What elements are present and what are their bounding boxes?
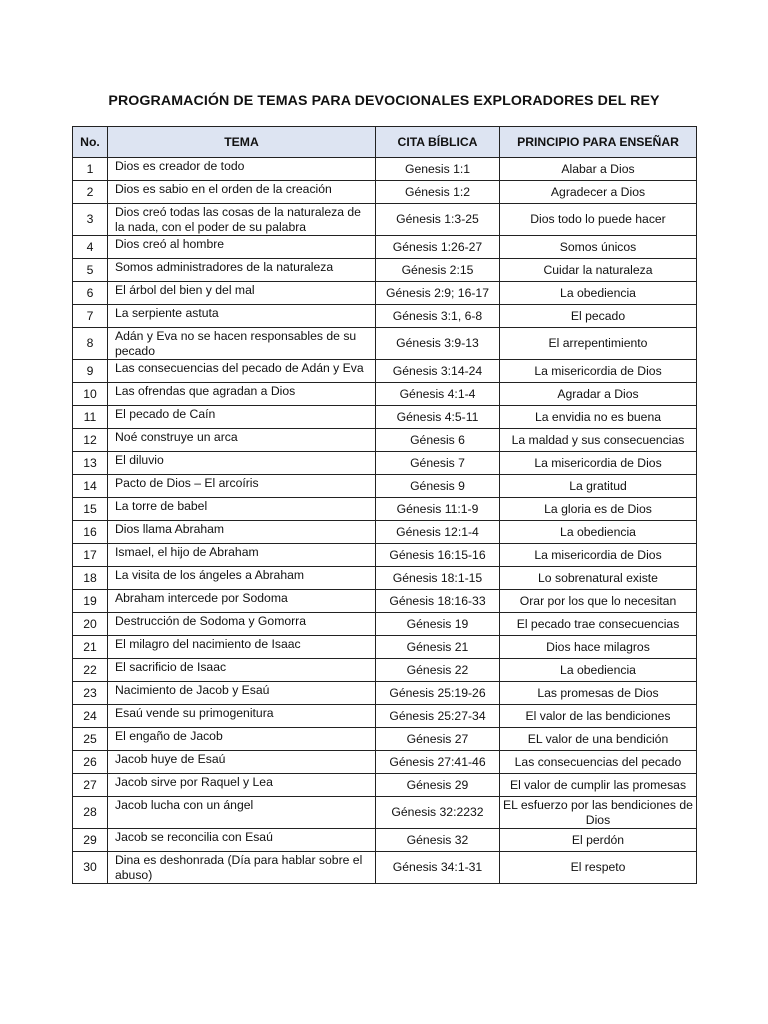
header-cita: CITA BÍBLICA	[376, 127, 500, 158]
row-principio: La obediencia	[500, 659, 697, 682]
row-cita: Génesis 1:2	[376, 181, 500, 204]
table-row	[73, 328, 697, 360]
row-tema: Noé construye un arca	[108, 429, 376, 452]
row-tema: Nacimiento de Jacob y Esaú	[108, 682, 376, 705]
row-cita: Génesis 25:27-34	[376, 705, 500, 728]
table-row	[73, 360, 697, 383]
row-principio: La envidia no es buena	[500, 406, 697, 429]
row-tema: Dina es deshonrada (Día para hablar sobre el abuso)	[108, 852, 376, 884]
table-row	[73, 236, 697, 259]
row-cita: Génesis 2:9; 16-17	[376, 282, 500, 305]
row-tema: El árbol del bien y del mal	[108, 282, 376, 305]
table-row	[73, 475, 697, 498]
row-principio: El respeto	[500, 852, 697, 884]
row-cita: Génesis 6	[376, 429, 500, 452]
row-tema: El engaño de Jacob	[108, 728, 376, 751]
row-tema: Esaú vende su primogenitura	[108, 705, 376, 728]
row-number: 29	[73, 829, 108, 852]
row-number: 30	[73, 852, 108, 884]
row-principio: El valor de las bendiciones	[500, 705, 697, 728]
row-tema: La visita de los ángeles a Abraham	[108, 567, 376, 590]
topics-table	[72, 126, 697, 884]
row-tema: Adán y Eva no se hacen responsables de su pecado	[108, 328, 376, 360]
table-row	[73, 305, 697, 328]
row-cita: Génesis 9	[376, 475, 500, 498]
row-number: 9	[73, 360, 108, 383]
row-number: 28	[73, 797, 108, 829]
row-tema: Jacob lucha con un ángel	[108, 797, 376, 829]
row-number: 24	[73, 705, 108, 728]
row-principio: La misericordia de Dios	[500, 360, 697, 383]
row-tema: Pacto de Dios – El arcoíris	[108, 475, 376, 498]
table-row	[73, 383, 697, 406]
table-row	[73, 282, 697, 305]
row-principio: La misericordia de Dios	[500, 452, 697, 475]
row-number: 21	[73, 636, 108, 659]
row-cita: Génesis 27	[376, 728, 500, 751]
row-tema: Somos administradores de la naturaleza	[108, 259, 376, 282]
table-row	[73, 567, 697, 590]
row-tema: Jacob se reconcilia con Esaú	[108, 829, 376, 852]
row-number: 20	[73, 613, 108, 636]
row-tema: La torre de babel	[108, 498, 376, 521]
row-number: 22	[73, 659, 108, 682]
row-number: 10	[73, 383, 108, 406]
row-principio: La obediencia	[500, 521, 697, 544]
row-number: 17	[73, 544, 108, 567]
row-principio: Lo sobrenatural existe	[500, 567, 697, 590]
table-row	[73, 544, 697, 567]
row-number: 18	[73, 567, 108, 590]
row-principio: Dios hace milagros	[500, 636, 697, 659]
row-principio: El pecado	[500, 305, 697, 328]
row-principio: La obediencia	[500, 282, 697, 305]
table-row	[73, 452, 697, 475]
row-principio: La gratitud	[500, 475, 697, 498]
row-principio: La gloria es de Dios	[500, 498, 697, 521]
row-principio: El arrepentimiento	[500, 328, 697, 360]
table-row	[73, 429, 697, 452]
row-tema: Destrucción de Sodoma y Gomorra	[108, 613, 376, 636]
row-cita: Génesis 1:3-25	[376, 204, 500, 236]
header-no: No.	[73, 127, 108, 158]
row-cita: Génesis 3:14-24	[376, 360, 500, 383]
table-row	[73, 705, 697, 728]
row-number: 4	[73, 236, 108, 259]
row-tema: El milagro del nacimiento de Isaac	[108, 636, 376, 659]
row-principio: Agradecer a Dios	[500, 181, 697, 204]
row-tema: Las ofrendas que agradan a Dios	[108, 383, 376, 406]
row-tema: Abraham intercede por Sodoma	[108, 590, 376, 613]
row-cita: Génesis 34:1-31	[376, 852, 500, 884]
row-tema: Jacob huye de Esaú	[108, 751, 376, 774]
row-tema: El diluvio	[108, 452, 376, 475]
row-cita: Génesis 32	[376, 829, 500, 852]
table-row	[73, 774, 697, 797]
row-number: 8	[73, 328, 108, 360]
table-row	[73, 682, 697, 705]
row-tema: La serpiente astuta	[108, 305, 376, 328]
table-row	[73, 498, 697, 521]
row-tema: Las consecuencias del pecado de Adán y Eva	[108, 360, 376, 383]
row-principio: La misericordia de Dios	[500, 544, 697, 567]
row-number: 1	[73, 158, 108, 181]
table-row	[73, 613, 697, 636]
row-cita: Génesis 22	[376, 659, 500, 682]
row-principio: El pecado trae consecuencias	[500, 613, 697, 636]
row-tema: Dios creó al hombre	[108, 236, 376, 259]
row-tema: Jacob sirve por Raquel y Lea	[108, 774, 376, 797]
table-row	[73, 852, 697, 884]
table-row	[73, 659, 697, 682]
row-number: 6	[73, 282, 108, 305]
row-principio: Alabar a Dios	[500, 158, 697, 181]
row-principio: Cuidar la naturaleza	[500, 259, 697, 282]
table-row	[73, 590, 697, 613]
row-cita: Génesis 29	[376, 774, 500, 797]
row-cita: Génesis 3:1, 6-8	[376, 305, 500, 328]
row-number: 7	[73, 305, 108, 328]
row-cita: Génesis 1:26-27	[376, 236, 500, 259]
row-tema: Ismael, el hijo de Abraham	[108, 544, 376, 567]
row-cita: Génesis 19	[376, 613, 500, 636]
row-number: 25	[73, 728, 108, 751]
row-tema: Dios es creador de todo	[108, 158, 376, 181]
table-row	[73, 829, 697, 852]
row-cita: Génesis 12:1-4	[376, 521, 500, 544]
row-cita: Génesis 18:16-33	[376, 590, 500, 613]
table-row	[73, 636, 697, 659]
row-number: 2	[73, 181, 108, 204]
row-cita: Génesis 4:1-4	[376, 383, 500, 406]
row-cita: Génesis 32:2232	[376, 797, 500, 829]
row-number: 13	[73, 452, 108, 475]
row-principio: Las promesas de Dios	[500, 682, 697, 705]
row-principio: Dios todo lo puede hacer	[500, 204, 697, 236]
row-tema: Dios es sabio en el orden de la creación	[108, 181, 376, 204]
row-principio: El perdón	[500, 829, 697, 852]
header-tema: TEMA	[108, 127, 376, 158]
header-principio: PRINCIPIO PARA ENSEÑAR	[500, 127, 697, 158]
row-number: 5	[73, 259, 108, 282]
row-cita: Génesis 16:15-16	[376, 544, 500, 567]
row-number: 23	[73, 682, 108, 705]
table-row	[73, 751, 697, 774]
row-cita: Génesis 11:1-9	[376, 498, 500, 521]
row-cita: Génesis 4:5-11	[376, 406, 500, 429]
row-number: 3	[73, 204, 108, 236]
row-cita: Génesis 21	[376, 636, 500, 659]
row-principio: EL valor de una bendición	[500, 728, 697, 751]
row-cita: Génesis 3:9-13	[376, 328, 500, 360]
table-body	[73, 158, 697, 884]
table-header-row	[73, 127, 697, 158]
row-number: 15	[73, 498, 108, 521]
page-title: PROGRAMACIÓN DE TEMAS PARA DEVOCIONALES EXPLORADORES DEL REY	[108, 93, 660, 109]
row-number: 27	[73, 774, 108, 797]
row-cita: Génesis 25:19-26	[376, 682, 500, 705]
table-row	[73, 158, 697, 181]
row-principio: Agradar a Dios	[500, 383, 697, 406]
row-cita: Génesis 27:41-46	[376, 751, 500, 774]
row-principio: La maldad y sus consecuencias	[500, 429, 697, 452]
row-principio: El valor de cumplir las promesas	[500, 774, 697, 797]
row-tema: El sacrificio de Isaac	[108, 659, 376, 682]
row-number: 19	[73, 590, 108, 613]
row-cita: Génesis 18:1-15	[376, 567, 500, 590]
table-row	[73, 259, 697, 282]
table-row	[73, 728, 697, 751]
row-number: 26	[73, 751, 108, 774]
row-tema: Dios creó todas las cosas de la naturaleza de la nada, con el poder de su palabra	[108, 204, 376, 236]
table-row	[73, 797, 697, 829]
row-principio: Orar por los que lo necesitan	[500, 590, 697, 613]
row-principio: Las consecuencias del pecado	[500, 751, 697, 774]
row-cita: Génesis 2:15	[376, 259, 500, 282]
table-row	[73, 204, 697, 236]
row-principio: EL esfuerzo por las bendiciones de Dios	[500, 797, 697, 829]
row-number: 14	[73, 475, 108, 498]
row-tema: El pecado de Caín	[108, 406, 376, 429]
row-number: 16	[73, 521, 108, 544]
row-cita: Génesis 7	[376, 452, 500, 475]
table-row	[73, 181, 697, 204]
row-cita: Genesis 1:1	[376, 158, 500, 181]
table-row	[73, 406, 697, 429]
row-tema: Dios llama Abraham	[108, 521, 376, 544]
row-principio: Somos únicos	[500, 236, 697, 259]
row-number: 12	[73, 429, 108, 452]
row-number: 11	[73, 406, 108, 429]
table-row	[73, 521, 697, 544]
